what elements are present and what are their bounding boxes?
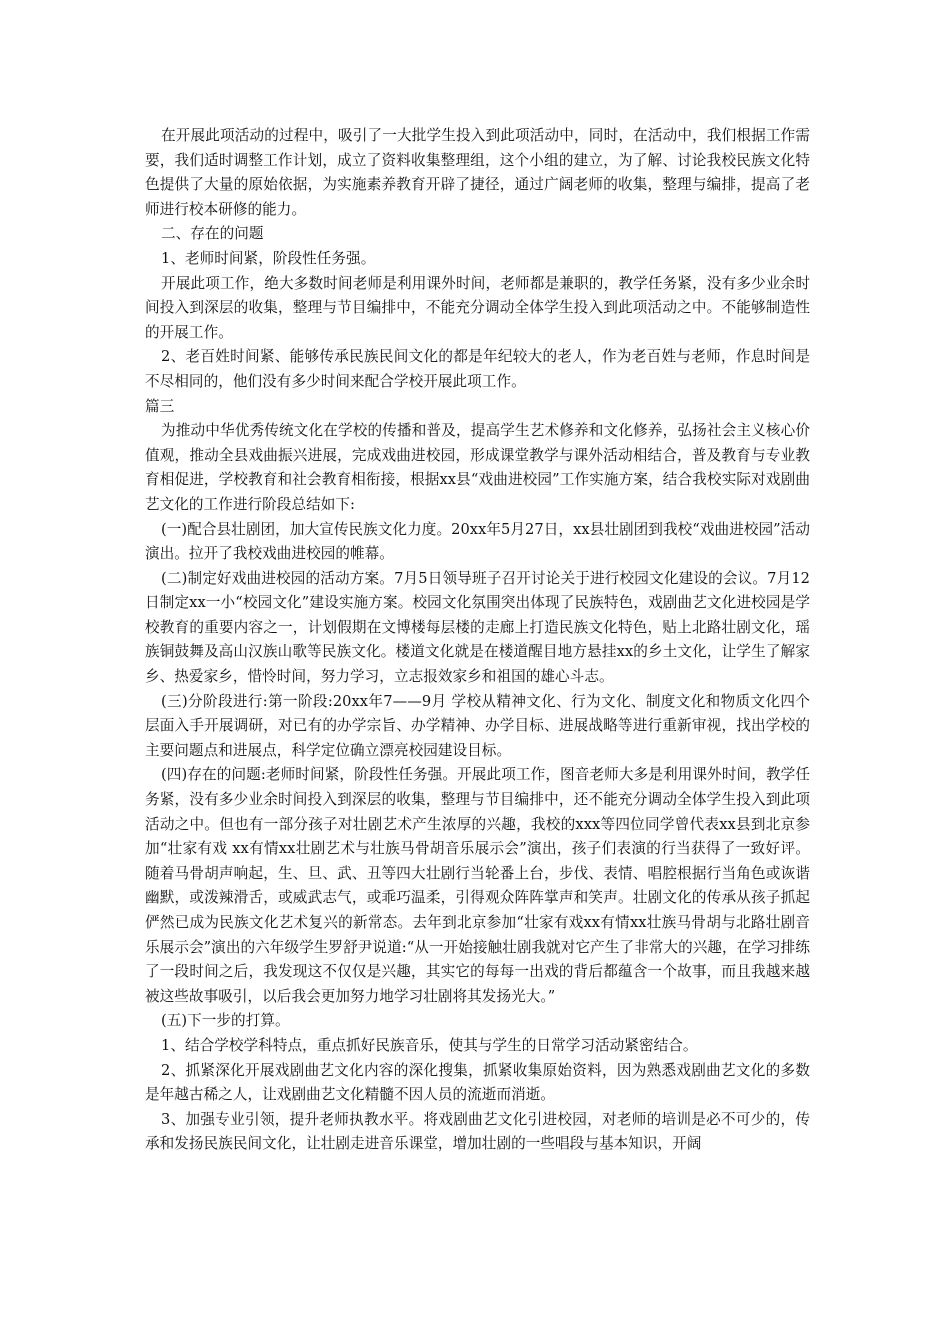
paragraph-7: 为推动中华优秀传统文化在学校的传播和普及，提高学生艺术修养和文化修养，弘扬社会主义核心价值观，推动全县戏曲振兴进展，完成戏曲进校园，形成课堂教学与课外活动相结合，普及教育与专业教育相促进，学校教育和社会教育相衔接，根据xx县“戏曲进校园”工作实施方案，结合我校实际对戏剧曲艺文化的工作进行阶段总结如下: — [145, 422, 810, 513]
paragraph-1: 在开展此项活动的过程中，吸引了一大批学生投入到此项活动中，同时，在活动中，我们根据工作需要，我们适时调整工作计划，成立了资料收集整理组，这个小组的建立，为了解、讨论我校民族文化特色提供了大量的原始依据，为实施素养教育开辟了捷径，通过广阔老师的收集，整理与编排，提高了老师进行校本研修的能力。 — [145, 127, 810, 218]
section-heading-problems: 二、存在的问题 — [161, 225, 264, 243]
paragraph-12: (五)下一步的打算。 — [161, 1012, 290, 1030]
paragraph-4: 开展此项工作，绝大多数时间老师是利用课外时间，老师都是兼职的，教学任务紧，没有多少业余时间投入到深层的收集，整理与节目编排中，不能充分调动全体学生投入到此项活动之中。不能够制造性的开展工作。 — [145, 274, 810, 341]
document-body — [145, 124, 810, 1157]
paragraph-8: (一)配合县壮剧团，加大宣传民族文化力度。20xx年5月27日，xx县壮剧团到我校“戏曲进校园”活动演出。拉开了我校戏曲进校园的帷幕。 — [145, 520, 810, 563]
paragraph-13: 1、结合学校学科特点，重点抓好民族音乐，使其与学生的日常学习活动紧密结合。 — [161, 1036, 698, 1054]
paragraph-14: 2、抓紧深化开展戏剧曲艺文化内容的深化搜集，抓紧收集原始资料，因为熟悉戏剧曲艺文化的多数是年越古稀之人，让戏剧曲艺文化精髓不因人员的流逝而消逝。 — [145, 1061, 810, 1104]
section-heading-part-three: 篇三 — [145, 397, 175, 415]
paragraph-15: 3、加强专业引领，提升老师执教水平。将戏剧曲艺文化引进校园，对老师的培训是必不可少的，传承和发扬民族民间文化，让壮剧走进音乐课堂，增加壮剧的一些唱段与基本知识，开阔 — [145, 1110, 810, 1153]
paragraph-11: (四)存在的问题:老师时间紧，阶段性任务强。开展此项工作，图音老师大多是利用课外时间，教学任务紧，没有多少业余时间投入到深层的收集，整理与节目编排中，还不能充分调动全体学生投入到此项活动之中。但也有一部分孩子对壮剧艺术产生浓厚的兴趣，我校的xxx等四位同学曾代表xx县到北京参加“壮家有戏 xx有情xx壮剧艺术与壮族马骨胡音乐展示会”演出，孩子们表演的行当获得了一致好评。随着马骨胡声响起，生、旦、武、丑等四大壮剧行当轮番上台，步伐、表情、唱腔根据行当角色或诙谐幽默，或泼辣滑舌，或威武志气，或乖巧温柔，引得观众阵阵掌声和笑声。壮剧文化的传承从孩子抓起俨然已成为民族文化艺术复兴的新常态。去年到北京参加“壮家有戏xx有情xx壮族马骨胡与北路壮剧音乐展示会”演出的六年级学生罗舒尹说道:“从一开始接触壮剧我就对它产生了非常大的兴趣，在学习排练了一段时间之后，我发现这不仅仅是兴趣，其实它的每每一出戏的背后都蕴含一个故事，而且我越来越被这些故事吸引，以后我会更加努力地学习壮剧将其发扬光大。” — [145, 766, 810, 1005]
paragraph-9: (二)制定好戏曲进校园的活动方案。7月5日领导班子召开讨论关于进行校园文化建设的会议。7月12日制定xx一小“校园文化”建设实施方案。校园文化氛围突出体现了民族特色，戏剧曲艺文化进校园是学校教育的重要内容之一，计划假期在文博楼每层楼的走廊上打造民族文化特色，贴上北路壮剧文化，瑶族铜鼓舞及高山汉族山歌等民族文化。楼道文化就是在楼道醒目地方悬挂xx的乡土文化，让学生了解家乡、热爱家乡，惜怜时间，努力学习，立志报效家乡和祖国的雄心斗志。 — [145, 569, 810, 686]
paragraph-10: (三)分阶段进行:第一阶段:20xx年7——9月 学校从精神文化、行为文化、制度文化和物质文化四个层面入手开展调研，对已有的办学宗旨、办学精神、办学目标、进展战略等进行重新审视，找出学校的主要问题点和进展点，科学定位确立漂亮校园建设目标。 — [145, 692, 810, 759]
paragraph-5: 2、老百姓时间紧、能够传承民族民间文化的都是年纪较大的老人，作为老百姓与老师，作息时间是不尽相同的，他们没有多少时间来配合学校开展此项工作。 — [145, 348, 810, 390]
paragraph-3: 1、老师时间紧，阶段性任务强。 — [161, 249, 376, 267]
